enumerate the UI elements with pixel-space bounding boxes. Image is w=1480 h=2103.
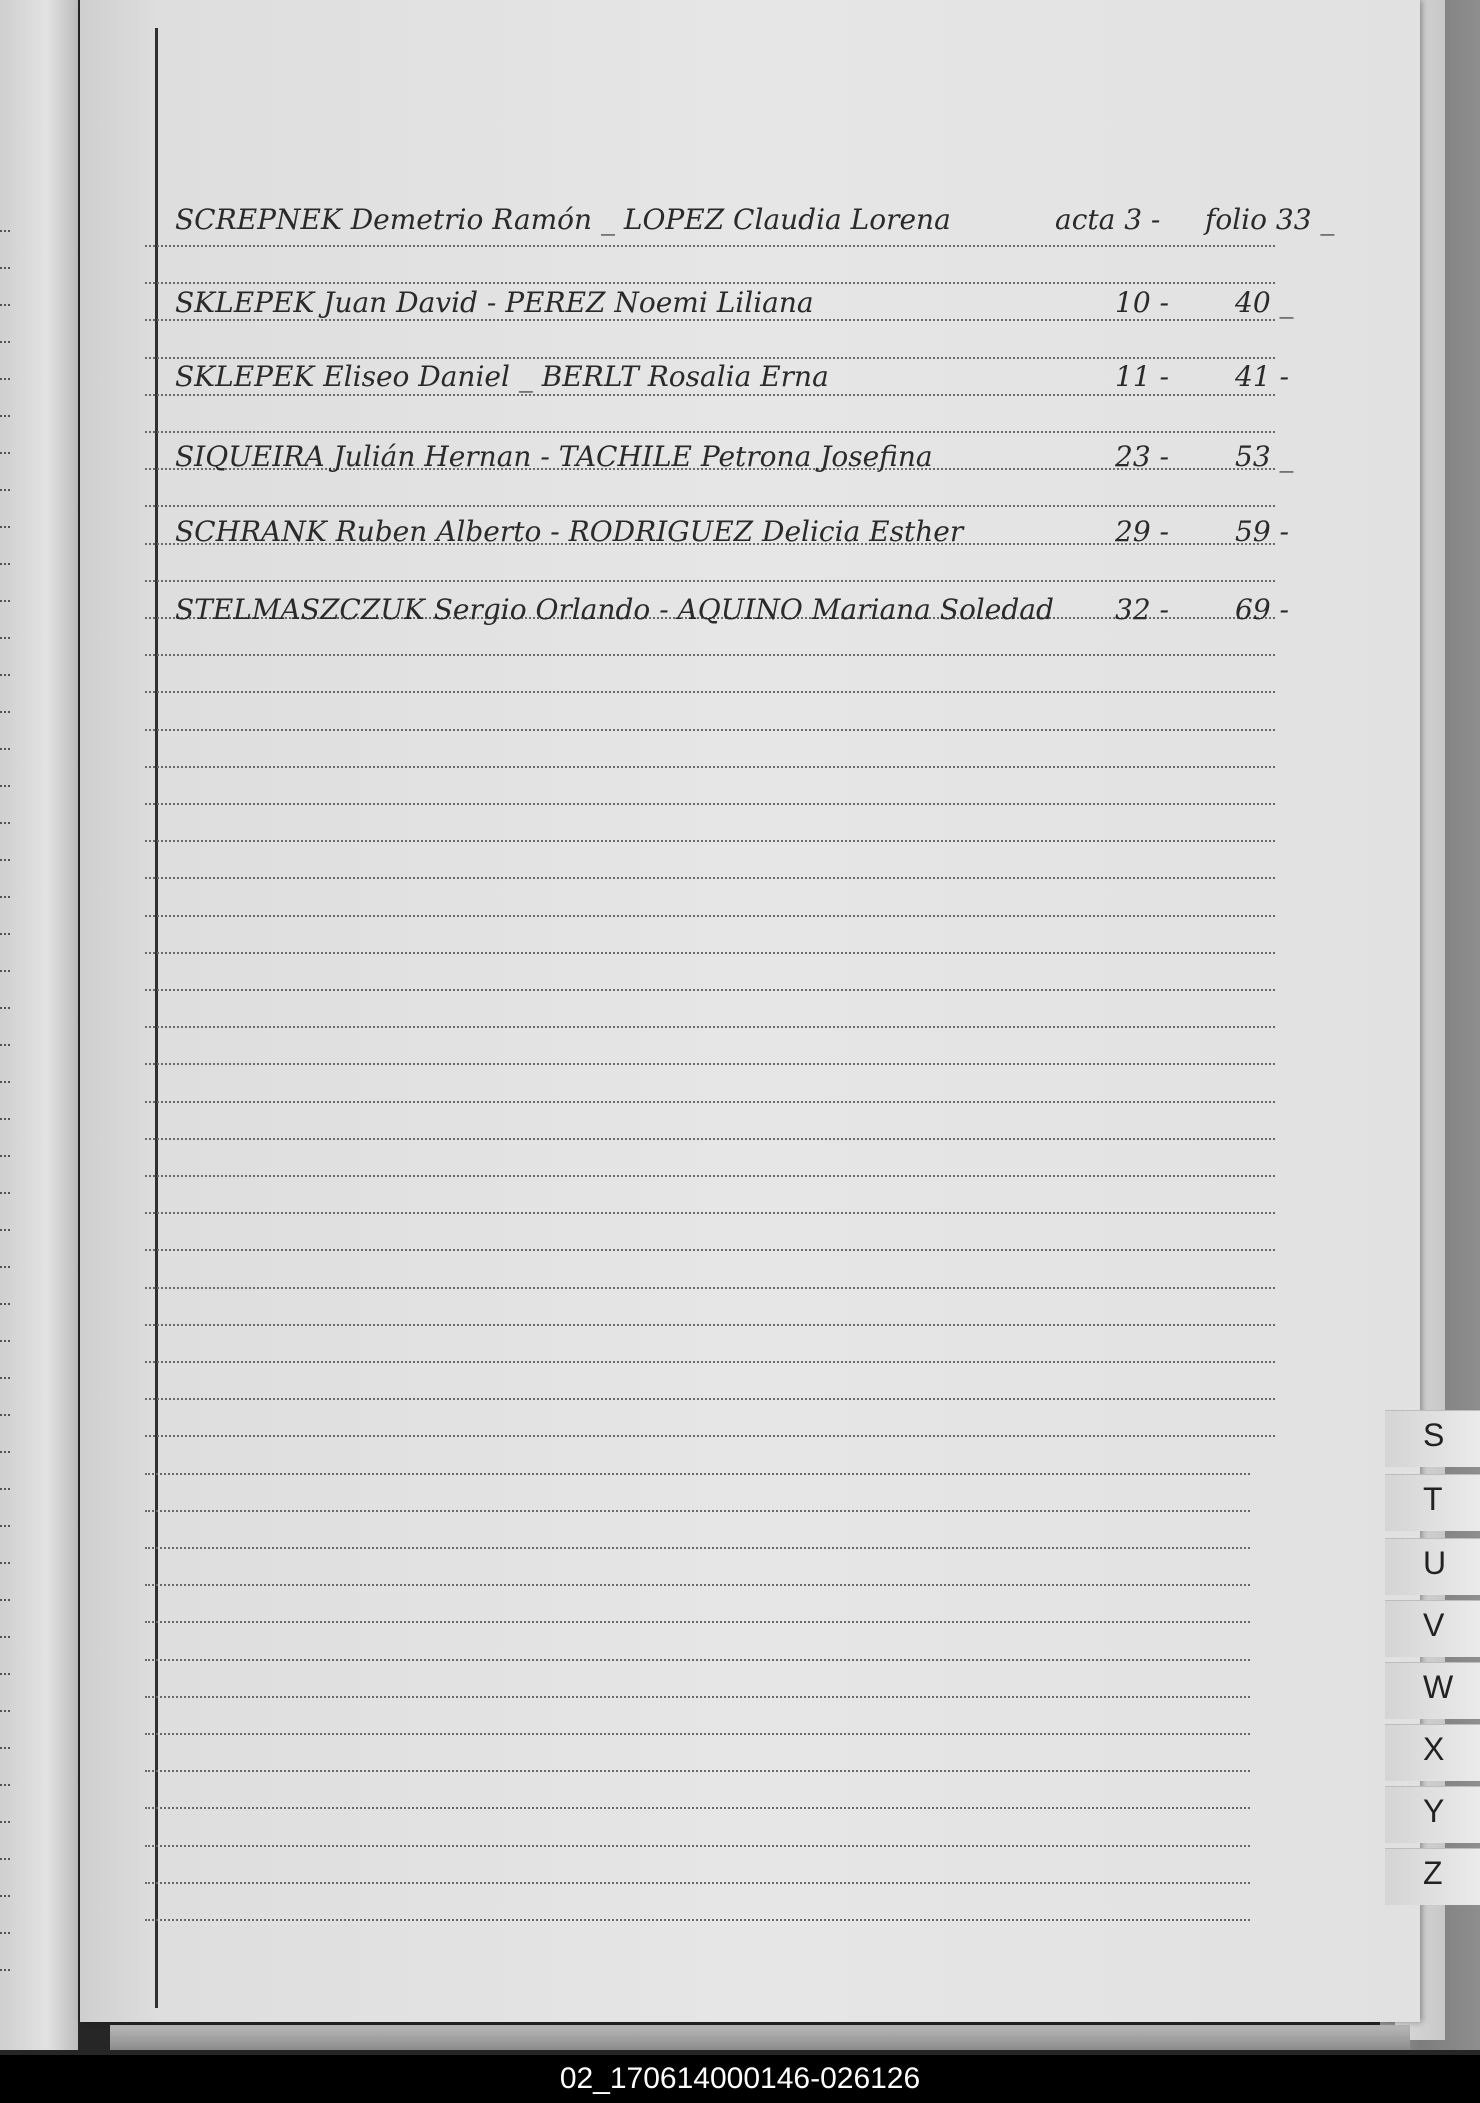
ruled-line: [145, 1807, 1250, 1809]
index-tab-t[interactable]: [1385, 1474, 1480, 1531]
entry-folio: 59 -: [1235, 515, 1289, 548]
ruled-line: [145, 1919, 1250, 1921]
entry-names: SKLEPEK Juan David - PEREZ Noemi Liliana: [175, 286, 814, 319]
entry-names: SIQUEIRA Julián Hernan - TACHILE Petrona Josefina: [175, 440, 933, 473]
ruled-line: [145, 766, 1275, 768]
entry-acta: acta 3 -: [1055, 203, 1161, 236]
ruled-line: [145, 1845, 1250, 1847]
previous-page-line-mark: [0, 1599, 10, 1601]
entry-names: SCHRANK Ruben Alberto - RODRIGUEZ Delicia Esther: [175, 515, 964, 548]
scan-caption-bar: [0, 2055, 1480, 2103]
entry-row: [175, 437, 1390, 477]
previous-page-line-mark: [0, 896, 10, 898]
tab-letter: Y: [1423, 1793, 1445, 1829]
index-tab-w[interactable]: [1385, 1662, 1480, 1719]
previous-page-line-mark: [0, 1673, 10, 1675]
previous-page-line-mark: [0, 970, 10, 972]
ruled-line: [145, 691, 1275, 693]
previous-page-line-mark: [0, 1636, 10, 1638]
ruled-line: [145, 803, 1275, 805]
tab-letter: Z: [1423, 1855, 1443, 1891]
index-tab-z[interactable]: [1385, 1848, 1480, 1905]
entry-folio: folio 33 _: [1205, 203, 1335, 236]
entry-row: [175, 590, 1390, 630]
previous-page-line-mark: [0, 304, 10, 306]
previous-page-line-mark: [0, 637, 10, 639]
previous-page-line-mark: [0, 1895, 10, 1897]
ruled-line: [145, 1770, 1250, 1772]
tab-letter: W: [1423, 1669, 1454, 1705]
entry-acta: 23 -: [1115, 440, 1169, 473]
previous-page-line-mark: [0, 600, 10, 602]
ruled-line: [145, 1659, 1250, 1661]
ruled-line: [145, 1287, 1275, 1289]
ruled-line: [145, 505, 1275, 507]
ruled-line: [145, 1138, 1275, 1140]
entry-names: SKLEPEK Eliseo Daniel _ BERLT Rosalia Erna: [175, 360, 829, 393]
entry-acta: 32 -: [1115, 593, 1169, 626]
previous-page-line-mark: [0, 1044, 10, 1046]
ruled-line: [145, 1175, 1275, 1177]
previous-page-line-mark: [0, 1414, 10, 1416]
entry-folio: 69 -: [1235, 593, 1289, 626]
book-bottom-edge: [110, 2025, 1410, 2050]
alphabet-index-tabs: [1385, 1410, 1480, 1930]
previous-page-line-mark: [0, 1377, 10, 1379]
previous-page-line-mark: [0, 748, 10, 750]
entry-folio: 40 _: [1235, 286, 1294, 319]
previous-page-line-mark: [0, 489, 10, 491]
ruled-line: [145, 1547, 1250, 1549]
ruled-line: [145, 1324, 1275, 1326]
ruled-line: [145, 952, 1275, 954]
index-tab-u[interactable]: [1385, 1538, 1480, 1595]
ledger-page: [80, 0, 1454, 2022]
previous-page-line-mark: [0, 1562, 10, 1564]
previous-page-line-mark: [0, 1784, 10, 1786]
ruled-line: [145, 840, 1275, 842]
tab-letter: T: [1423, 1481, 1443, 1517]
previous-page-line-mark: [0, 1710, 10, 1712]
previous-page-line-mark: [0, 526, 10, 528]
ruled-line: [145, 580, 1275, 582]
ruled-line: [145, 1510, 1250, 1512]
entry-names: SCREPNEK Demetrio Ramón _ LOPEZ Claudia Lorena: [175, 203, 951, 236]
previous-page-edge: [0, 0, 78, 2050]
previous-page-line-mark: [0, 1266, 10, 1268]
previous-page-line-mark: [0, 267, 10, 269]
previous-page-line-mark: [0, 452, 10, 454]
previous-page-line-mark: [0, 711, 10, 713]
previous-page-line-mark: [0, 1229, 10, 1231]
ruled-line: [145, 1361, 1275, 1363]
ruled-line: [145, 1398, 1275, 1400]
tab-letter: S: [1423, 1417, 1445, 1453]
previous-page-line-mark: [0, 674, 10, 676]
previous-page-line-mark: [0, 378, 10, 380]
previous-page-line-mark: [0, 1525, 10, 1527]
previous-page-line-mark: [0, 785, 10, 787]
tab-letter: X: [1423, 1731, 1445, 1767]
previous-page-line-mark: [0, 822, 10, 824]
previous-page-line-mark: [0, 1821, 10, 1823]
ruled-line: [145, 915, 1275, 917]
previous-page-line-mark: [0, 1007, 10, 1009]
ruled-line: [145, 877, 1275, 879]
ruled-line: [145, 1621, 1250, 1623]
previous-page-line-mark: [0, 1192, 10, 1194]
ruled-line: [145, 1733, 1250, 1735]
entry-row: [175, 357, 1390, 397]
entry-acta: 10 -: [1115, 286, 1169, 319]
ruled-line: [145, 1584, 1250, 1586]
previous-page-line-mark: [0, 1155, 10, 1157]
index-tab-v[interactable]: [1385, 1600, 1480, 1657]
ruled-line: [145, 989, 1275, 991]
previous-page-line-mark: [0, 859, 10, 861]
previous-page-line-mark: [0, 1340, 10, 1342]
ruled-line: [145, 654, 1275, 656]
scan-id-caption: 02_170614000146-026126: [559, 2062, 921, 2095]
previous-page-line-mark: [0, 563, 10, 565]
entry-row: [175, 283, 1390, 323]
previous-page-line-mark: [0, 1488, 10, 1490]
entry-row: [175, 512, 1390, 552]
ruled-line: [145, 1882, 1250, 1884]
ruled-line: [145, 1249, 1275, 1251]
ruled-line: [145, 1063, 1275, 1065]
ruled-line: [145, 245, 1275, 247]
ruled-line: [145, 1026, 1275, 1028]
tab-letter: V: [1423, 1607, 1445, 1643]
previous-page-line-mark: [0, 1747, 10, 1749]
tab-letter: U: [1423, 1545, 1447, 1581]
entry-row: [175, 200, 1390, 240]
previous-page-line-mark: [0, 230, 10, 232]
previous-page-line-mark: [0, 1451, 10, 1453]
previous-page-line-mark: [0, 341, 10, 343]
ruled-line: [145, 1696, 1250, 1698]
previous-page-line-mark: [0, 933, 10, 935]
previous-page-line-mark: [0, 1118, 10, 1120]
previous-page-line-mark: [0, 1932, 10, 1934]
index-tab-x[interactable]: [1385, 1724, 1480, 1781]
index-tab-s[interactable]: [1385, 1410, 1480, 1467]
ruled-line: [145, 1473, 1250, 1475]
margin-rule: [155, 28, 158, 2008]
entry-acta: 11 -: [1115, 360, 1169, 393]
ruled-line: [145, 1212, 1275, 1214]
ruled-line: [145, 1435, 1275, 1437]
previous-page-line-mark: [0, 1081, 10, 1083]
index-tab-y[interactable]: [1385, 1786, 1480, 1843]
entry-folio: 41 -: [1235, 360, 1289, 393]
ruled-line: [145, 1101, 1275, 1103]
previous-page-line-mark: [0, 1303, 10, 1305]
previous-page-line-mark: [0, 1858, 10, 1860]
ruled-line: [145, 431, 1275, 433]
ruled-line: [145, 729, 1275, 731]
entry-names: STELMASZCZUK Sergio Orlando - AQUINO Mariana Soledad: [175, 593, 1054, 626]
entry-acta: 29 -: [1115, 515, 1169, 548]
previous-page-line-mark: [0, 1969, 10, 1971]
previous-page-line-mark: [0, 415, 10, 417]
entry-folio: 53 _: [1235, 440, 1294, 473]
